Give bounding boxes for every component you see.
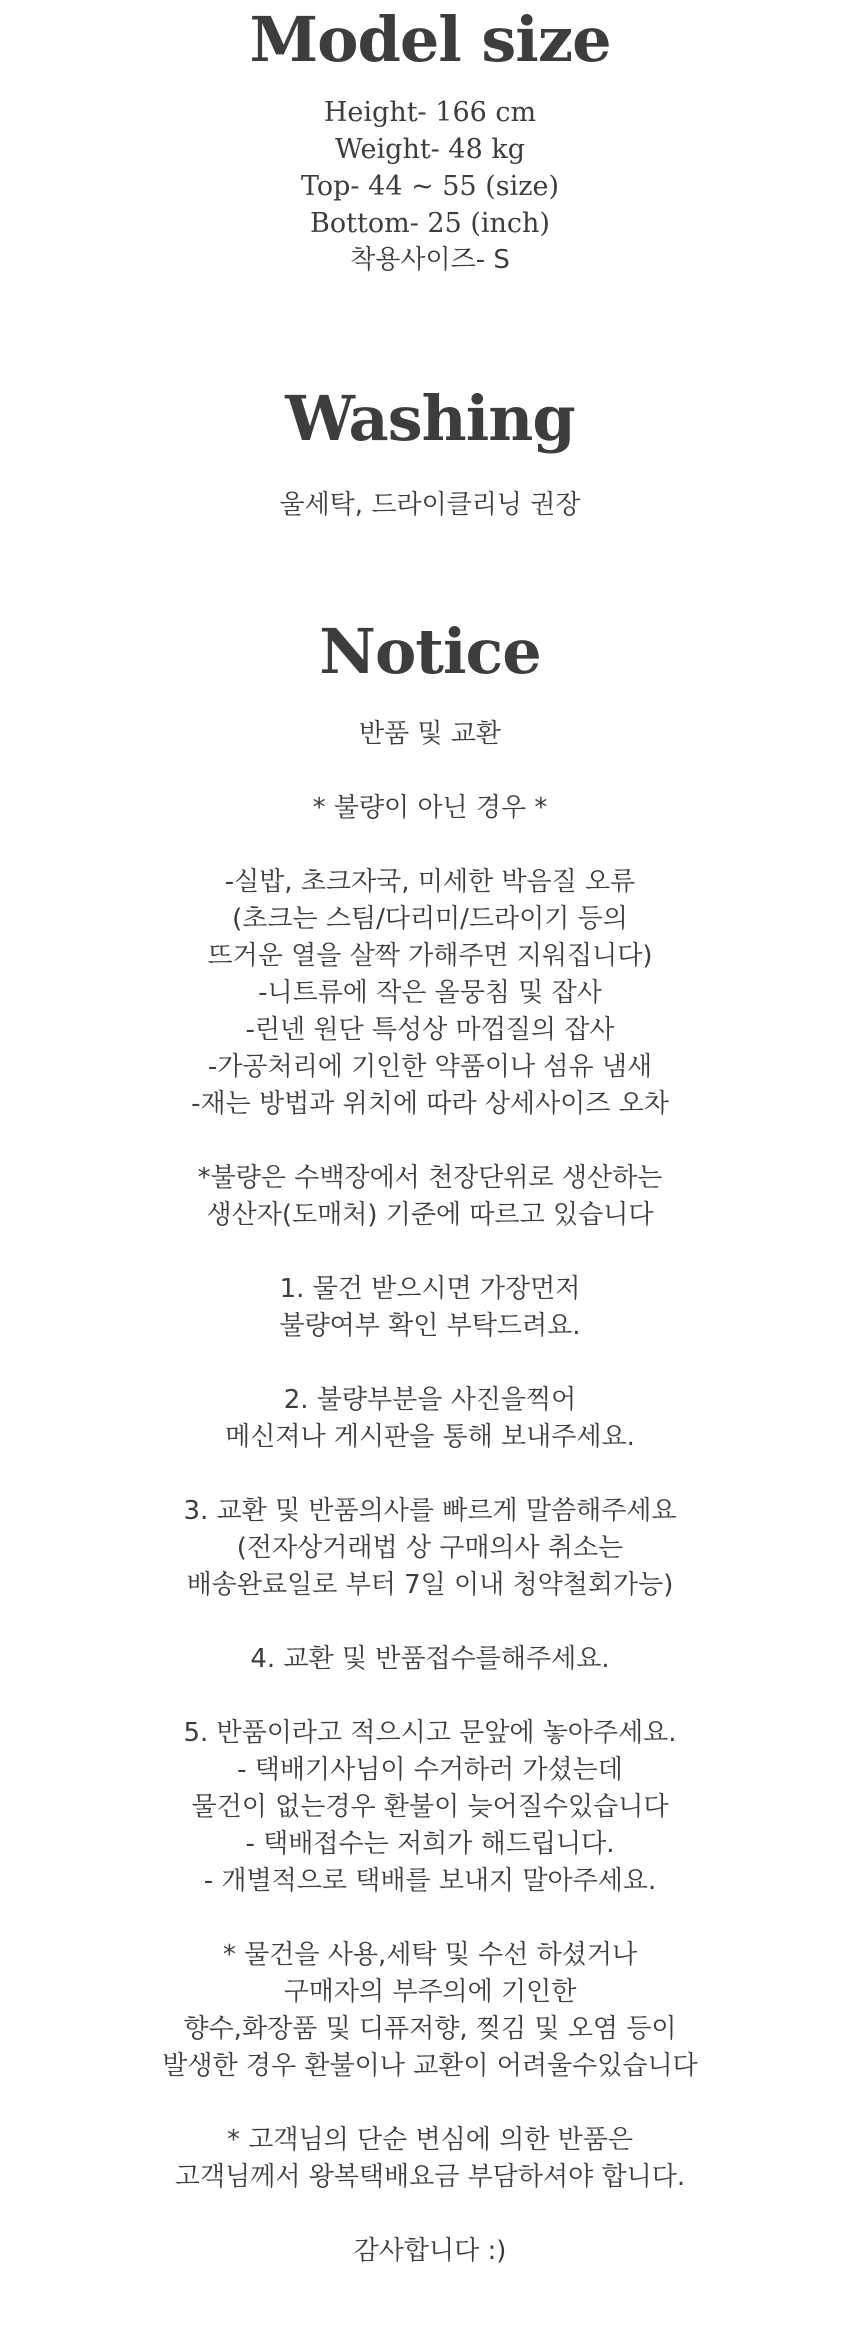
notice-line: * 불량이 아닌 경우 * xyxy=(312,793,548,823)
notice-line: 4. 교환 및 반품접수를해주세요. xyxy=(250,1644,610,1674)
notice-line: * 물건을 사용,세탁 및 수선 하셨거나 xyxy=(222,1940,638,1970)
notice-title: Notice xyxy=(319,615,541,688)
notice-spacer xyxy=(0,1123,860,1160)
notice-spacer xyxy=(0,753,860,790)
model-worn-size: 착용사이즈- S xyxy=(350,245,510,275)
notice-line: - 택배접수는 저희가 해드립니다. xyxy=(245,1829,615,1859)
model-weight: Weight- 48 kg xyxy=(335,134,525,165)
notice-line: 반품 및 교환 xyxy=(358,719,502,749)
notice-line: (초크는 스팀/다리미/드라이기 등의 xyxy=(232,904,628,934)
notice-spacer xyxy=(0,1678,860,1715)
notice-line: 3. 교환 및 반품의사를 빠르게 말씀해주세요 xyxy=(183,1496,677,1526)
notice-line: 메신져나 게시판을 통해 보내주세요. xyxy=(225,1422,635,1452)
model-size-details xyxy=(0,94,860,279)
notice-line: - 개별적으로 택배를 보내지 말아주세요. xyxy=(203,1866,657,1896)
notice-spacer xyxy=(0,2196,860,2233)
notice-line: -가공처리에 기인한 약품이나 섬유 냄새 xyxy=(207,1052,653,1082)
notice-line: 5. 반품이라고 적으시고 문앞에 놓아주세요. xyxy=(183,1718,677,1748)
model-size-section xyxy=(0,4,860,279)
notice-line: *불량은 수백장에서 천장단위로 생산하는 xyxy=(197,1163,663,1193)
notice-line: 향수,화장품 및 디퓨저향, 찢김 및 오염 등이 xyxy=(183,2014,677,2044)
notice-line: 고객님께서 왕복택배요금 부담하셔야 합니다. xyxy=(174,2162,686,2192)
notice-line: 감사합니다 :) xyxy=(353,2236,507,2266)
washing-title: Washing xyxy=(285,382,575,455)
notice-spacer xyxy=(0,1456,860,1493)
notice-spacer xyxy=(0,1900,860,1937)
notice-line: - 택배기사님이 수거하러 가셨는데 xyxy=(237,1755,623,1785)
model-top-size: Top- 44 ~ 55 (size) xyxy=(300,171,559,202)
notice-line: 구매자의 부주의에 기인한 xyxy=(283,1977,577,2007)
notice-line: * 고객님의 단순 변심에 의한 반품은 xyxy=(227,2125,633,2155)
model-bottom-size: Bottom- 25 (inch) xyxy=(310,208,550,239)
model-height: Height- 166 cm xyxy=(323,97,537,128)
model-size-title: Model size xyxy=(249,3,611,76)
notice-spacer xyxy=(0,827,860,864)
notice-section xyxy=(0,616,860,2270)
notice-line: -실밥, 초크자국, 미세한 박음질 오류 xyxy=(224,867,636,897)
notice-line: 1. 물건 받으시면 가장먼저 xyxy=(279,1274,581,1304)
notice-line: -린넨 원단 특성상 마껍질의 잡사 xyxy=(245,1015,615,1045)
notice-spacer xyxy=(0,1604,860,1641)
notice-line: 배송완료일로 부터 7일 이내 청약철회가능) xyxy=(186,1570,674,1600)
notice-text xyxy=(0,716,860,2270)
washing-section xyxy=(0,383,860,524)
notice-line: 2. 불량부분을 사진을찍어 xyxy=(283,1385,577,1415)
notice-line: 불량여부 확인 부탁드려요. xyxy=(279,1311,581,1341)
notice-line: 발생한 경우 환불이나 교환이 어려울수있습니다 xyxy=(162,2051,698,2081)
notice-line: 물건이 없는경우 환불이 늦어질수있습니다 xyxy=(191,1792,669,1822)
notice-line: (전자상거래법 상 구매의사 취소는 xyxy=(236,1533,624,1563)
notice-line: -니트류에 작은 올뭉침 및 잡사 xyxy=(258,978,602,1008)
notice-spacer xyxy=(0,1234,860,1271)
washing-instructions: 울세탁, 드라이클리닝 권장 xyxy=(279,490,581,520)
notice-line: 생산자(도매처) 기준에 따르고 있습니다 xyxy=(206,1200,654,1230)
notice-line: -재는 방법과 위치에 따라 상세사이즈 오차 xyxy=(191,1089,669,1119)
notice-spacer xyxy=(0,2085,860,2122)
notice-line: 뜨거운 열을 살짝 가해주면 지워집니다) xyxy=(207,941,653,971)
notice-spacer xyxy=(0,1345,860,1382)
